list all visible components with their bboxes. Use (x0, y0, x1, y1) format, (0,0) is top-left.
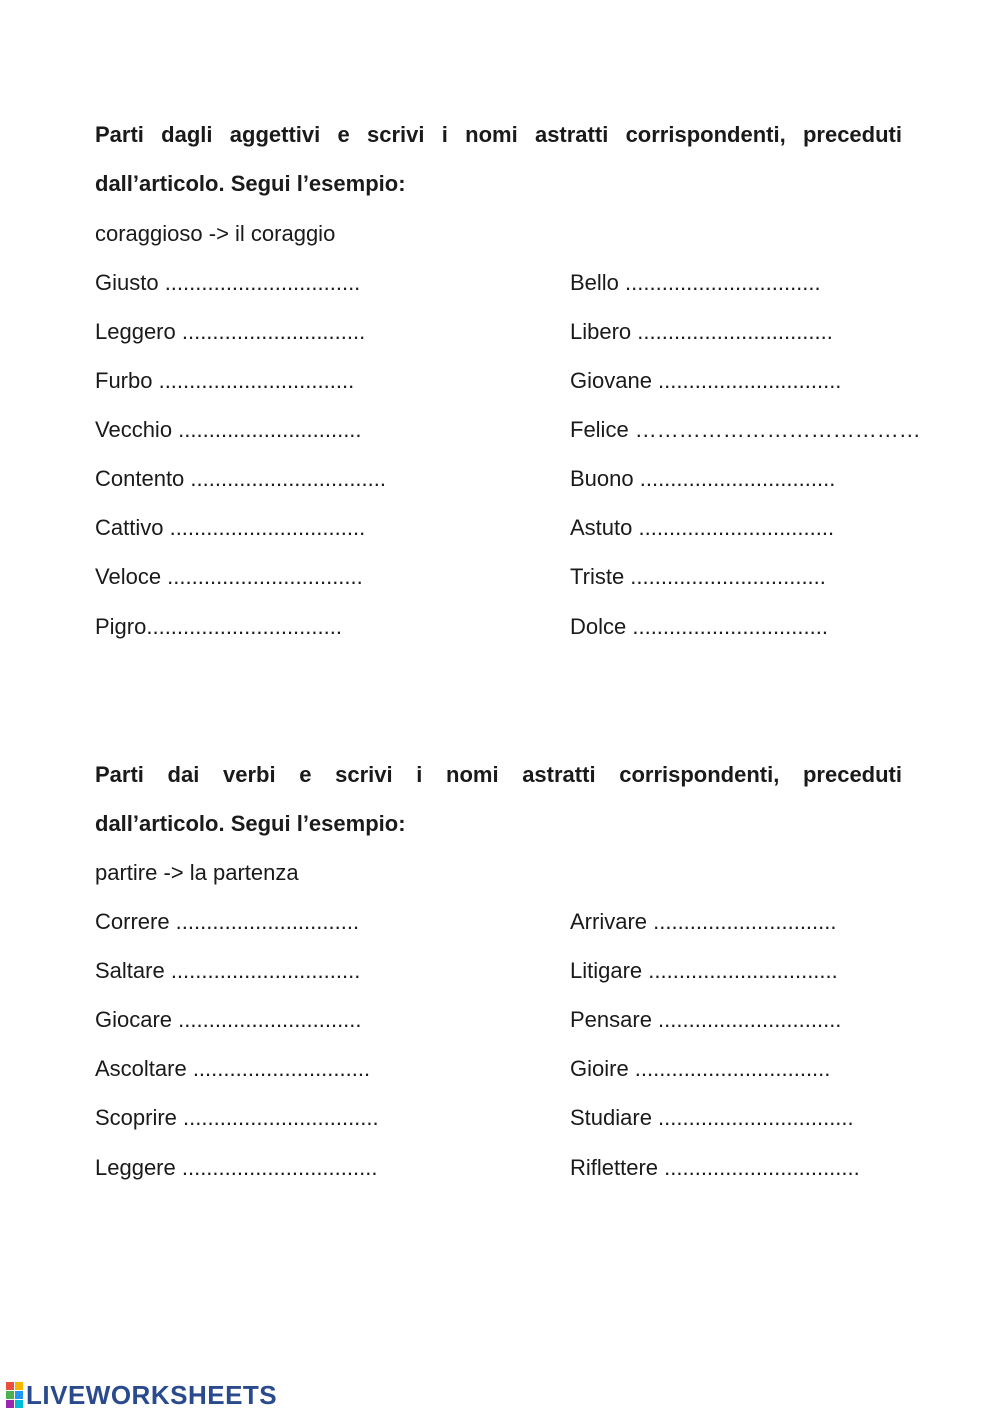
s2-right-item[interactable]: Studiare ................................ (570, 1105, 854, 1130)
s1-right-item[interactable]: Dolce ................................ (570, 614, 828, 639)
liveworksheets-logo[interactable] (6, 1380, 277, 1410)
logo-text: LIVEWORKSHEETS (26, 1379, 278, 1410)
s1-left-item[interactable]: Cattivo ................................ (95, 515, 366, 540)
s1-left-item[interactable]: Furbo ................................ (95, 368, 355, 393)
s2-right-item[interactable]: Riflettere ................................ (570, 1155, 860, 1180)
s2-left-item[interactable]: Giocare .............................. (95, 1007, 362, 1032)
section1-example: coraggioso -> il coraggio (95, 221, 336, 246)
s1-left-item[interactable]: Pigro................................ (95, 614, 342, 639)
section2-example: partire -> la partenza (95, 860, 299, 885)
section2-instruction-line2: dall’articolo. Segui l’esempio: (95, 811, 406, 836)
s1-left-item[interactable]: Contento ................................ (95, 466, 386, 491)
s2-left-item[interactable]: Scoprire ................................ (95, 1105, 379, 1130)
s2-right-item[interactable]: Litigare ............................... (570, 958, 838, 983)
s2-right-item[interactable]: Pensare .............................. (570, 1007, 842, 1032)
logo-blocks-icon (6, 1382, 23, 1408)
section2-instruction-line1: Parti dai verbi e scrivi i nomi astratti corrispondenti, preceduti (95, 762, 902, 787)
s1-left-item[interactable]: Veloce ................................ (95, 564, 363, 589)
s1-left-item[interactable]: Leggero .............................. (95, 319, 366, 344)
section1-instruction-line2: dall’articolo. Segui l’esempio: (95, 171, 406, 196)
s2-right-item[interactable]: Gioire ................................ (570, 1056, 831, 1081)
s2-left-item[interactable]: Saltare ............................... (95, 958, 361, 983)
s1-right-item[interactable]: Bello ................................ (570, 270, 821, 295)
s1-right-item[interactable]: Giovane .............................. (570, 368, 842, 393)
s2-right-item[interactable]: Arrivare .............................. (570, 909, 837, 934)
s1-right-item[interactable]: Buono ................................ (570, 466, 836, 491)
s1-left-item[interactable]: Giusto ................................ (95, 270, 361, 295)
s1-right-item[interactable]: Astuto ................................ (570, 515, 835, 540)
section1-instruction (95, 110, 902, 208)
s2-left-item[interactable]: Ascoltare ............................. (95, 1056, 371, 1081)
s1-right-item[interactable]: Libero ................................ (570, 319, 833, 344)
s1-right-item[interactable]: Felice ………………………………… (570, 417, 921, 442)
s1-left-item[interactable]: Vecchio .............................. (95, 417, 362, 442)
s2-left-item[interactable]: Leggere ................................ (95, 1155, 378, 1180)
s2-left-item[interactable]: Correre .............................. (95, 909, 360, 934)
section2-instruction (95, 750, 902, 848)
s1-right-item[interactable]: Triste ................................ (570, 564, 826, 589)
section1-instruction-line1: Parti dagli aggettivi e scrivi i nomi astratti corrispondenti, preceduti (95, 122, 902, 147)
